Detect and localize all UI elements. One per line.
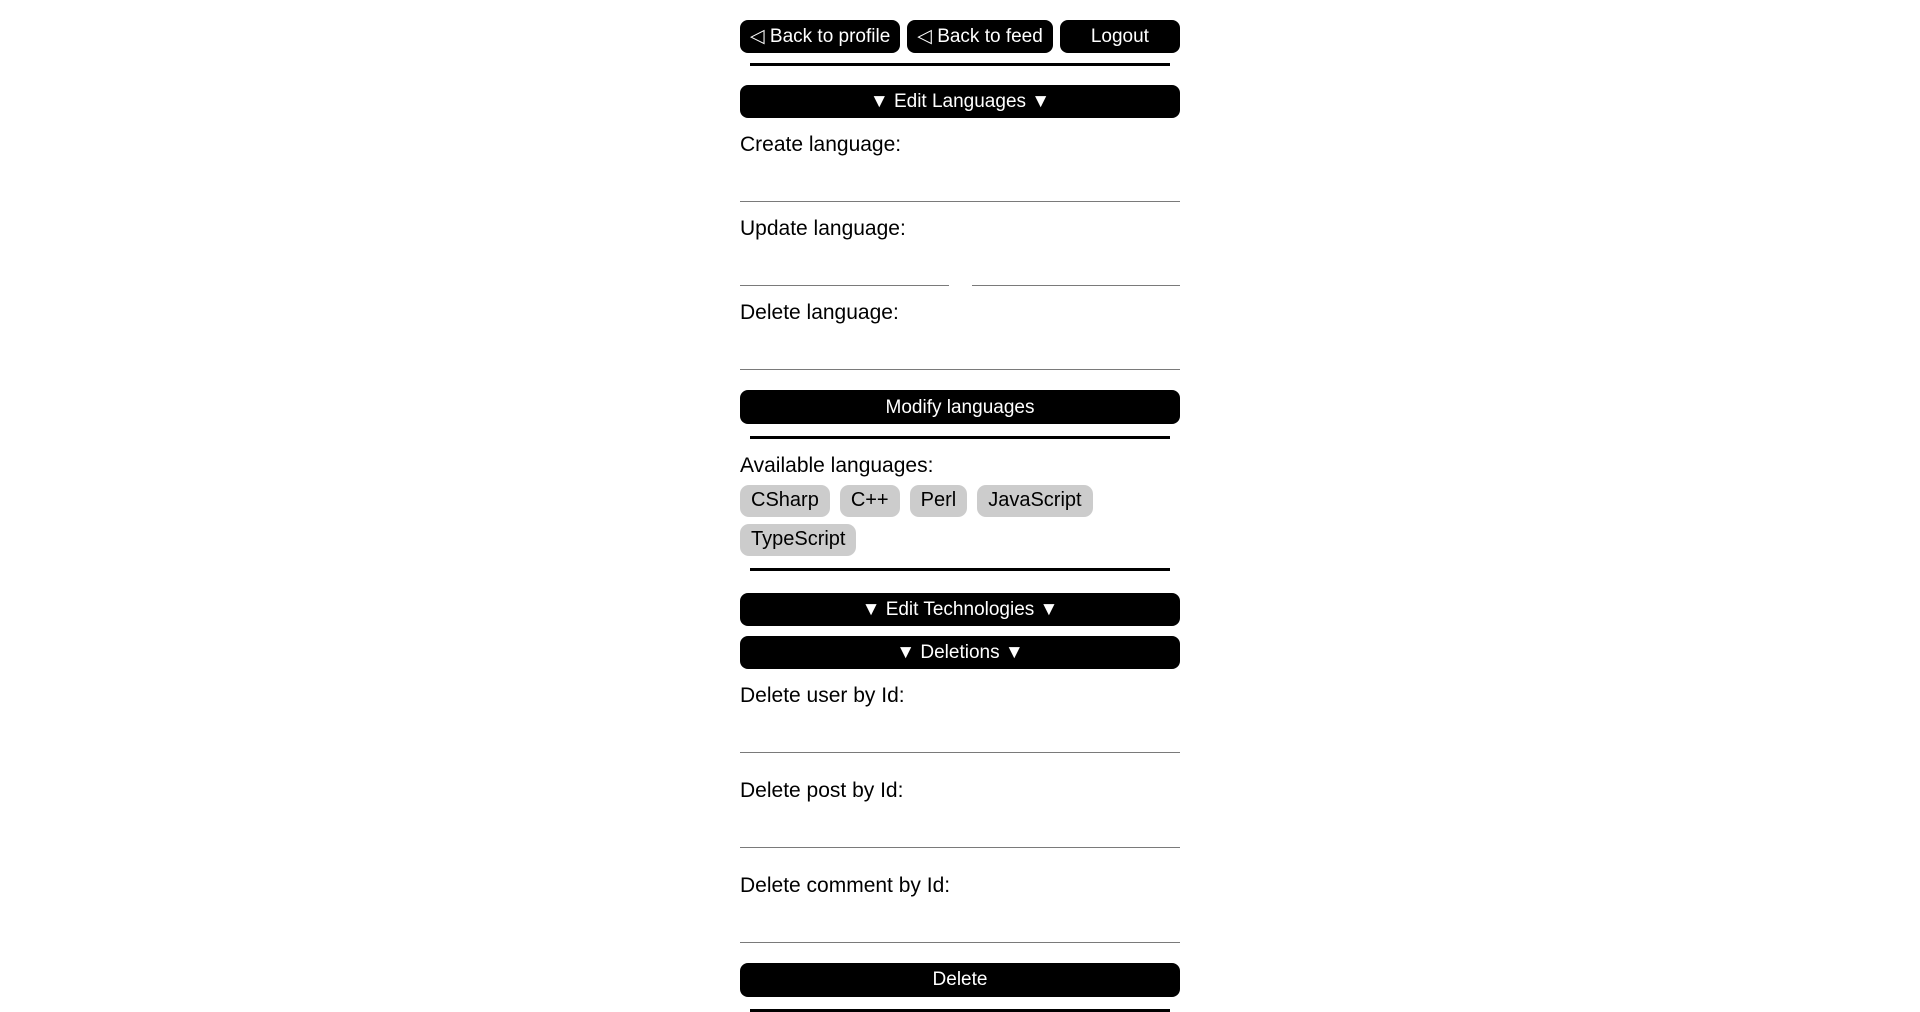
available-languages-label: Available languages:: [740, 454, 934, 478]
edit-languages-toggle[interactable]: ▼ Edit Languages ▼: [740, 85, 1180, 118]
delete-language-label: Delete language:: [740, 301, 899, 325]
deletions-section: [740, 684, 1180, 1012]
update-language-fields: [740, 241, 1180, 286]
delete-user-label: Delete user by Id:: [740, 683, 905, 707]
edit-languages-section: [740, 133, 1180, 571]
delete-comment-label: Delete comment by Id:: [740, 873, 951, 897]
create-language-label: Create language:: [740, 133, 902, 156]
top-nav: [740, 20, 1180, 53]
create-language-input[interactable]: [740, 157, 1180, 202]
delete-language-input[interactable]: [740, 325, 1180, 370]
delete-comment-id-input[interactable]: [740, 898, 1180, 943]
divider: [750, 63, 1170, 66]
logout-button[interactable]: Logout: [1060, 20, 1180, 53]
deletions-toggle[interactable]: ▼ Deletions ▼: [740, 636, 1180, 669]
divider: [750, 436, 1170, 439]
delete-post-label: Delete post by Id:: [740, 778, 904, 802]
available-languages-list: [740, 485, 1180, 556]
language-chip[interactable]: Perl: [910, 485, 968, 517]
update-language-id-input[interactable]: [740, 241, 949, 286]
language-chip[interactable]: JavaScript: [977, 485, 1092, 517]
language-chip[interactable]: TypeScript: [740, 524, 856, 556]
admin-panel: [740, 0, 1180, 1012]
edit-technologies-toggle[interactable]: ▼ Edit Technologies ▼: [740, 593, 1180, 626]
divider: [750, 568, 1170, 571]
delete-button[interactable]: Delete: [740, 963, 1180, 997]
back-to-feed-button[interactable]: ◁ Back to feed: [907, 20, 1053, 53]
back-to-profile-button[interactable]: ◁ Back to profile: [740, 20, 900, 53]
language-chip[interactable]: C++: [840, 485, 900, 517]
update-language-name-input[interactable]: [972, 241, 1181, 286]
update-language-label: Update language:: [740, 217, 906, 241]
delete-user-id-input[interactable]: [740, 708, 1180, 753]
delete-post-id-input[interactable]: [740, 803, 1180, 848]
modify-languages-button[interactable]: Modify languages: [740, 390, 1180, 424]
language-chip[interactable]: CSharp: [740, 485, 830, 517]
